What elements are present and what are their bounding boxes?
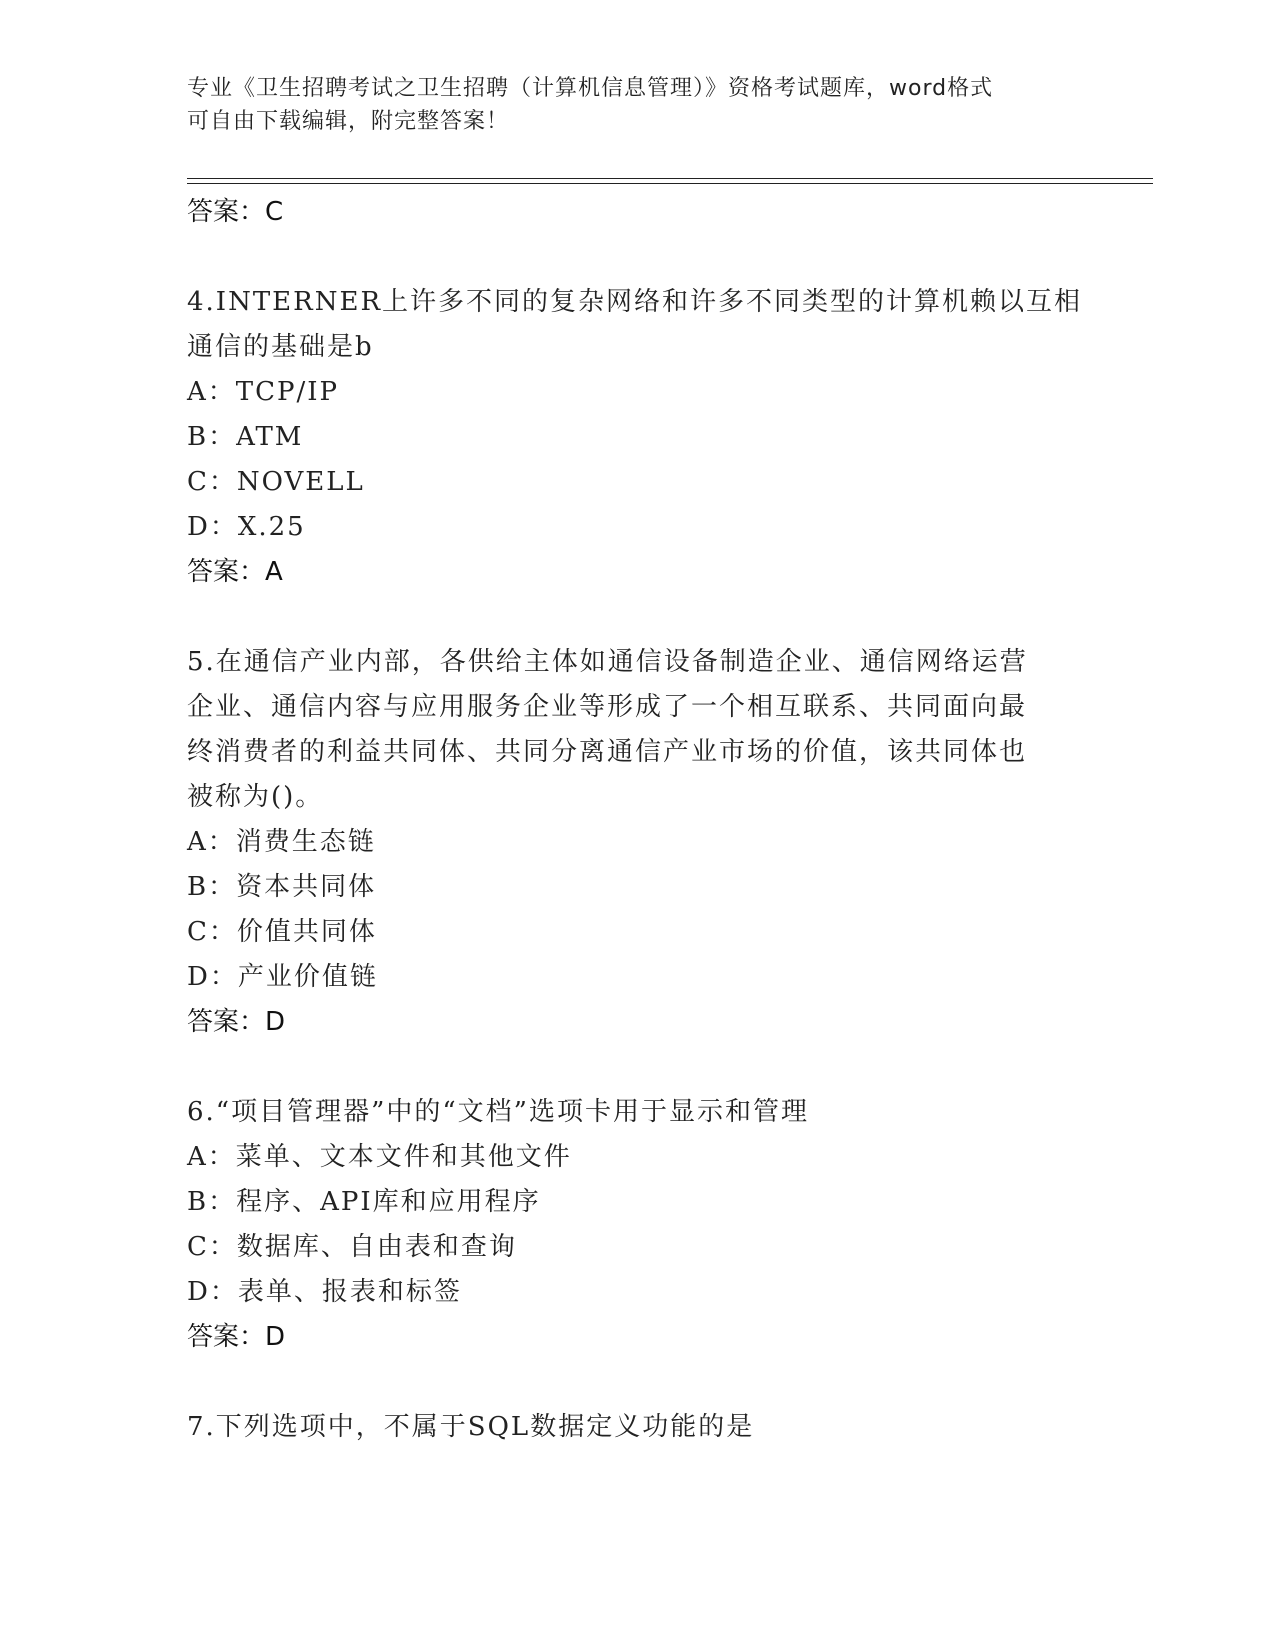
option-d: D：X.25 [187, 512, 306, 542]
answer-line: 答案：A [187, 557, 283, 587]
stem-line: 7.下列选项中，不属于SQL数据定义功能的是 [187, 1412, 755, 1442]
answer-line: 答案：D [187, 1322, 286, 1352]
option-b: B：ATM [187, 422, 304, 452]
document-header [187, 72, 1067, 138]
option-a: A：菜单、文本文件和其他文件 [187, 1142, 572, 1172]
stem-line: 通信的基础是b [187, 332, 374, 362]
question-stem [187, 640, 1087, 820]
option-b: B：资本共同体 [187, 872, 377, 902]
header-divider-bottom [187, 183, 1153, 184]
header-line: 可自由下载编辑，附完整答案！ [187, 109, 510, 134]
option-b: B：程序、API库和应用程序 [187, 1187, 541, 1217]
option-c: C：数据库、自由表和查询 [187, 1232, 517, 1262]
stem-line: 终消费者的利益共同体、共同分离通信产业市场的价值，该共同体也 [187, 737, 1028, 767]
question-stem [187, 1405, 1087, 1450]
question-stem [187, 280, 1087, 370]
stem-line: 被称为()。 [187, 782, 324, 812]
option-d: D：表单、报表和标签 [187, 1277, 462, 1307]
option-d: D：产业价值链 [187, 962, 378, 992]
question-5 [187, 640, 1087, 1044]
document-body [187, 190, 1087, 1450]
stem-line: 企业、通信内容与应用服务企业等形成了一个相互联系、共同面向最 [187, 692, 1028, 722]
option-a: A：消费生态链 [187, 827, 376, 857]
option-a: A：TCP/IP [187, 377, 340, 407]
header-divider-top [187, 178, 1153, 179]
option-c: C：NOVELL [187, 467, 365, 497]
question-7 [187, 1405, 1087, 1450]
question-6 [187, 1090, 1087, 1359]
answer-line: 答案：C [187, 197, 284, 227]
stem-line: 6.“项目管理器”中的“文档”选项卡用于显示和管理 [187, 1097, 809, 1127]
answer-line: 答案：D [187, 1007, 286, 1037]
header-line: 专业《卫生招聘考试之卫生招聘（计算机信息管理）》资格考试题库，word格式 [187, 76, 994, 101]
stem-line: 4.INTERNER上许多不同的复杂网络和许多不同类型的计算机赖以互相 [187, 287, 1083, 317]
stem-line: 5.在通信产业内部，各供给主体如通信设备制造企业、通信网络运营 [187, 647, 1028, 677]
question-4 [187, 280, 1087, 594]
option-c: C：价值共同体 [187, 917, 377, 947]
question-stem [187, 1090, 1087, 1135]
